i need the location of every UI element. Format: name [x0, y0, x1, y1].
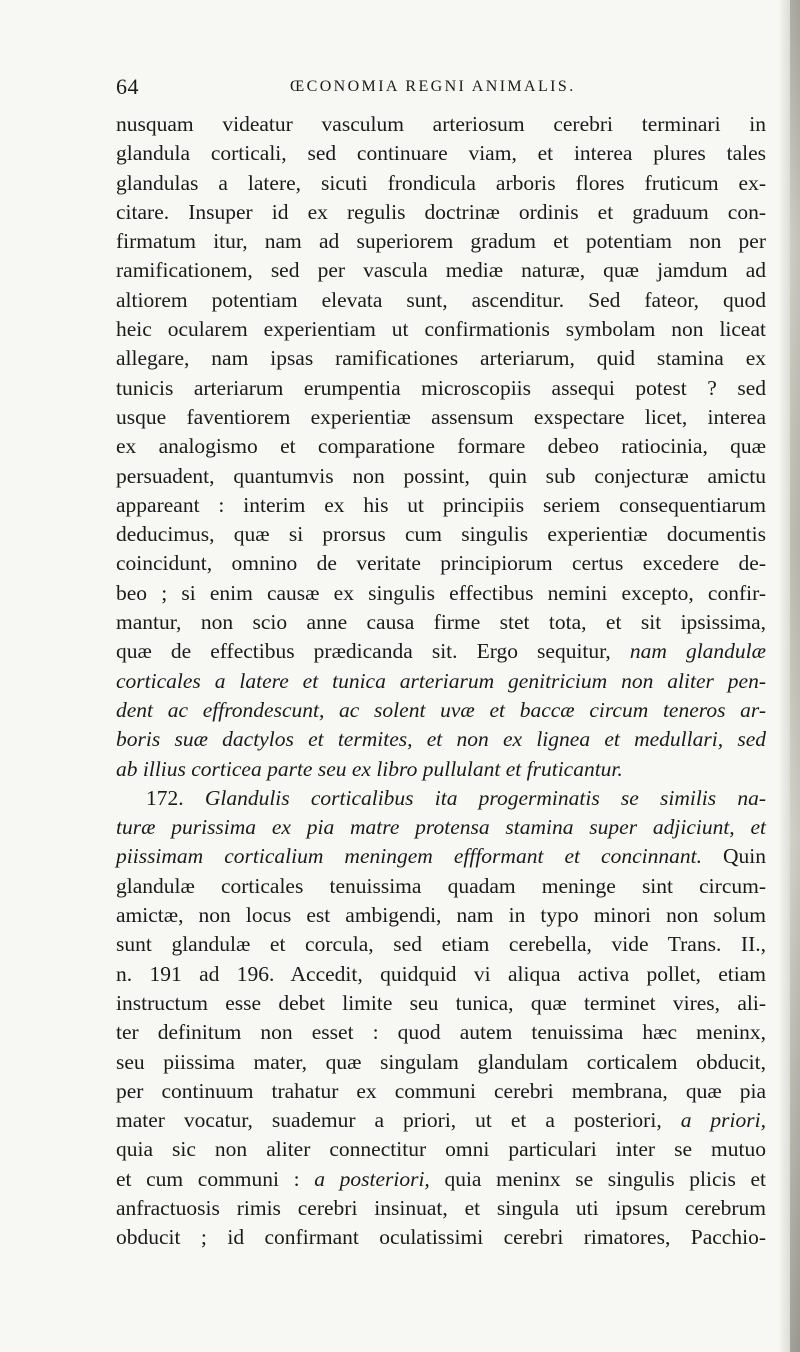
- page-edge-binding: [790, 0, 800, 1352]
- text-run: 172.: [146, 785, 205, 810]
- text-line: [116, 1194, 766, 1223]
- italic-run: boris suæ dactylos et termites, et non ex lignea et medullari, sed: [116, 727, 766, 752]
- text-line: [116, 286, 766, 315]
- text-line: [116, 198, 766, 227]
- text-run: ex analogismo et comparatione formare debeo ratiocinia, quæ: [116, 434, 766, 459]
- text-run: firmatum itur, nam ad superiorem gradum et potentiam non per: [116, 229, 766, 254]
- italic-run: nam glandulæ: [629, 639, 766, 664]
- text-line: [116, 491, 766, 520]
- text-line: [116, 1135, 766, 1164]
- text-line: [116, 549, 766, 578]
- text-run: et cum communi :: [116, 1166, 315, 1191]
- italic-run: a posteriori,: [314, 1166, 430, 1191]
- text-line: [116, 755, 766, 784]
- text-line: [116, 110, 766, 139]
- text-line: [116, 579, 766, 608]
- text-line: [116, 315, 766, 344]
- text-run: persuadent, quantumvis non possint, quin sub conjecturæ amictu: [116, 463, 766, 488]
- text-run: quia meninx se singulis plicis et: [429, 1166, 766, 1191]
- text-run: mantur, non scio anne causa firme stet tota, et sit ipsissima,: [116, 610, 766, 635]
- text-run: allegare, nam ipsas ramificationes arteriarum, quid stamina ex: [116, 346, 766, 371]
- text-run: appareant : interim ex his ut principiis seriem consequentiarum: [116, 492, 766, 517]
- text-line: [116, 960, 766, 989]
- text-line: [116, 1077, 766, 1106]
- italic-run: turæ purissima ex pia matre protensa stamina super adjiciunt, et: [116, 815, 766, 840]
- text-line: [116, 462, 766, 491]
- text-line: [116, 256, 766, 285]
- text-line: [116, 1223, 766, 1252]
- text-run: glandula corticali, sed continuare viam, et interea plures tales: [116, 141, 766, 166]
- text-run: citare. Insuper id ex regulis doctrinæ ordinis et graduum con-: [116, 199, 766, 224]
- text-line: [116, 1048, 766, 1077]
- text-line: [116, 784, 766, 813]
- text-run: obducit ; id confirmant oculatissimi cerebri rimatores, Pacchio-: [116, 1225, 766, 1250]
- text-line: [116, 989, 766, 1018]
- text-run: usque faventiorem experientiæ assensum exspectare licet, interea: [116, 404, 766, 429]
- text-line: [116, 1106, 766, 1135]
- text-run: sunt glandulæ et corcula, sed etiam cerebella, vide Trans. II.,: [116, 932, 766, 957]
- text-line: [116, 1018, 766, 1047]
- text-line: [116, 520, 766, 549]
- text-run: altiorem potentiam elevata sunt, ascenditur. Sed fateor, quod: [116, 287, 766, 312]
- text-run: Quin: [701, 844, 767, 869]
- text-run: anfractuosis rimis cerebri insinuat, et singula uti ipsum cerebrum: [116, 1195, 766, 1220]
- page-header: [116, 74, 716, 106]
- text-run: ramificationem, sed per vascula mediæ naturæ, quæ jamdum ad: [116, 258, 766, 283]
- text-line: [116, 813, 766, 842]
- text-line: [116, 872, 766, 901]
- text-run: nusquam videatur vasculum arteriosum cerebri terminari in: [116, 112, 766, 136]
- text-line: [116, 842, 766, 871]
- text-line: [116, 169, 766, 198]
- text-line: [116, 139, 766, 168]
- page-number: 64: [116, 74, 139, 99]
- text-line: [116, 696, 766, 725]
- text-line: [116, 344, 766, 373]
- text-line: [116, 374, 766, 403]
- text-run: quia sic non aliter connectitur omni particulari inter se mutuo: [116, 1137, 766, 1162]
- italic-run: a priori,: [680, 1108, 766, 1133]
- running-head: ŒCONOMIA REGNI ANIMALIS.: [290, 78, 576, 95]
- text-line: [116, 1165, 766, 1194]
- text-line: [116, 930, 766, 959]
- text-run: mater vocatur, suademur a priori, ut et a posteriori,: [116, 1108, 681, 1133]
- text-line: [116, 432, 766, 461]
- text-line: [116, 725, 766, 754]
- text-run: quæ de effectibus prædicanda sit. Ergo sequitur,: [116, 639, 630, 664]
- body-text: [116, 110, 766, 1253]
- text-run: amictæ, non locus est ambigendi, nam in typo minori non solum: [116, 903, 766, 928]
- text-run: deducimus, quæ si prorsus cum singulis experientiæ documentis: [116, 522, 766, 547]
- text-run: n. 191 ad 196. Accedit, quidquid vi aliqua activa pollet, etiam: [116, 961, 766, 986]
- text-run: ter definitum non esset : quod autem tenuissima hæc meninx,: [116, 1020, 766, 1045]
- italic-run: ab illius corticea parte seu ex libro pullulant et fruticantur.: [116, 756, 623, 781]
- text-run: beo ; si enim causæ ex singulis effectibus nemini excepto, confir-: [116, 580, 766, 605]
- italic-run: dent ac effrondescunt, ac solent uvæ et baccæ circum teneros ar-: [116, 697, 766, 722]
- text-run: glandulæ corticales tenuissima quadam meninge sint circum-: [116, 873, 766, 898]
- text-run: heic ocularem experientiam ut confirmationis symbolam non liceat: [116, 317, 766, 342]
- italic-run: piissimam corticalium meningem effformant et concinnant.: [116, 844, 702, 869]
- text-line: [116, 637, 766, 666]
- text-run: instructum esse debet limite seu tunica, quæ terminet vires, ali-: [116, 990, 766, 1015]
- text-line: [116, 667, 766, 696]
- text-line: [116, 227, 766, 256]
- text-run: coincidunt, omnino de veritate principiorum certus excedere de-: [116, 551, 766, 576]
- text-run: per continuum trahatur ex communi cerebri membrana, quæ pia: [116, 1078, 766, 1103]
- text-run: seu piissima mater, quæ singulam glandulam corticalem obducit,: [116, 1049, 766, 1074]
- text-line: [116, 403, 766, 432]
- text-line: [116, 608, 766, 637]
- text-run: tunicis arteriarum erumpentia microscopiis assequi potest ? sed: [116, 375, 766, 400]
- text-line: [116, 901, 766, 930]
- italic-run: Glandulis corticalibus ita progerminatis se similis na-: [204, 785, 766, 810]
- italic-run: corticales a latere et tunica arteriarum genitricium non aliter pen-: [116, 668, 766, 693]
- text-run: glandulas a latere, sicuti frondicula arboris flores fruticum ex-: [116, 170, 766, 195]
